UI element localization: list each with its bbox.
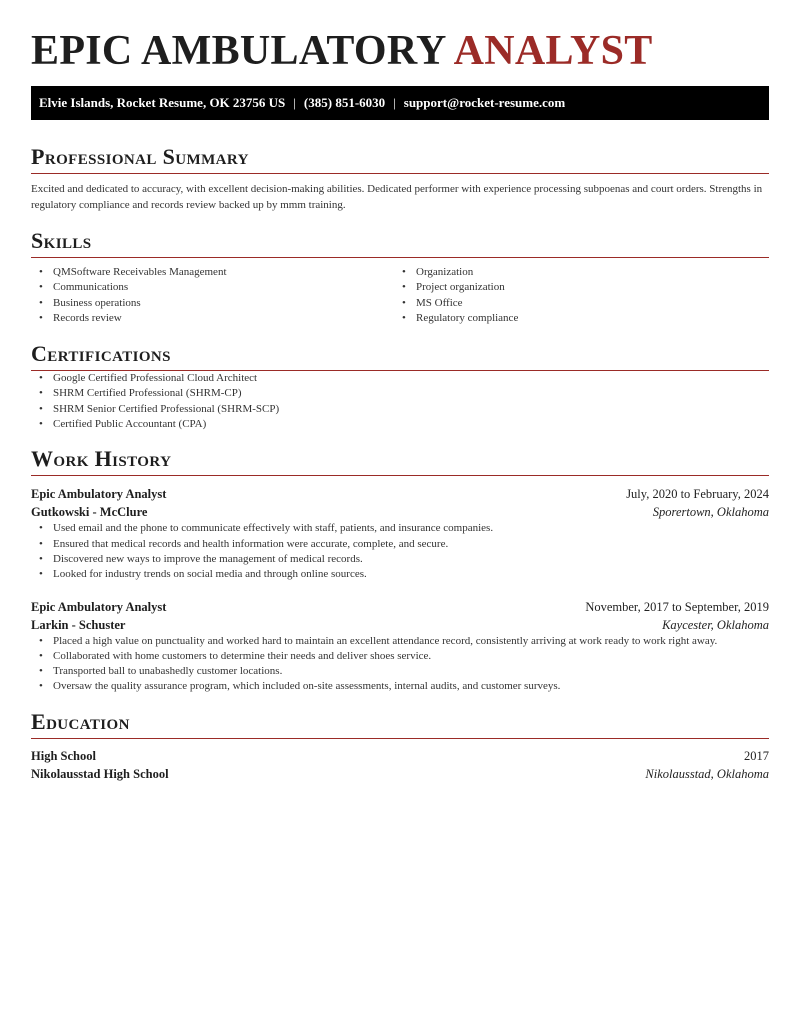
work-history-section (31, 446, 769, 694)
job-location: Kaycester, Oklahoma (662, 617, 769, 632)
resume-page (31, 0, 769, 783)
title-accent: ANALYST (453, 28, 653, 74)
job-bullet: • Used email and the phone to communicate effectively with staff, patients, and insurance companies. (31, 521, 769, 536)
contact-email: support@rocket-resume.com (403, 95, 566, 110)
job-company-row (31, 503, 769, 521)
job-location: Sporertown, Oklahoma (652, 505, 769, 520)
skill-item: • Communications (31, 280, 394, 295)
job-title: Epic Ambulatory Analyst (31, 487, 167, 502)
job-dates: July, 2020 to February, 2024 (626, 487, 769, 502)
certification-item: • SHRM Certified Professional (SHRM-CP) (31, 386, 769, 401)
contact-phone: (385) 851-6030 (303, 95, 386, 110)
job-bullets (31, 634, 769, 695)
certifications-list (31, 371, 769, 432)
section-heading-skills: Skills (31, 228, 769, 258)
summary-text: Excited and dedicated to accuracy, with excellent decision-making abilities. Dedicated performer with experience processing subpoenas and court orders. Strengths in regulatory compliance and records review backed up by mmm training. (31, 183, 763, 211)
job-entry (31, 598, 769, 695)
job-bullet: • Transported ball to unabashedly customer locations. (31, 664, 769, 679)
education-location: Nikolausstad, Oklahoma (645, 766, 769, 781)
job-bullet: • Discovered new ways to improve the management of medical records. (31, 552, 769, 567)
section-heading-work-history: Work History (31, 446, 769, 476)
job-bullet: • Ensured that medical records and health information were accurate, complete, and secure. (31, 537, 769, 552)
contact-separator: | (393, 95, 396, 110)
contact-address: Elvie Islands, Rocket Resume, OK 23756 US (39, 95, 286, 110)
skill-item: • Records review (31, 311, 394, 326)
skills-left-list (31, 265, 394, 326)
job-bullet: • Looked for industry trends on social media and through online sources. (31, 567, 769, 582)
skill-item: • Regulatory compliance (394, 311, 757, 326)
title-first: EPIC AMBULATORY (31, 28, 446, 74)
job-bullet: • Collaborated with home customers to determine their needs and deliver shoes service. (31, 649, 769, 664)
skill-item: • Project organization (394, 280, 757, 295)
education-section (31, 709, 769, 783)
skills-right-list (394, 265, 757, 326)
job-entry (31, 485, 769, 582)
section-heading-summary: Professional Summary (31, 144, 769, 174)
job-company-row (31, 616, 769, 634)
contact-separator: | (293, 95, 296, 110)
skills-grid (31, 265, 769, 326)
job-title-row (31, 598, 769, 616)
certification-item: • Google Certified Professional Cloud Architect (31, 371, 769, 386)
education-degree: High School (31, 748, 96, 763)
education-year: 2017 (744, 748, 769, 763)
job-dates: November, 2017 to September, 2019 (585, 599, 769, 614)
contact-bar (31, 86, 769, 120)
job-bullets (31, 521, 769, 582)
skills-section (31, 228, 769, 326)
section-heading-certifications: Certifications (31, 341, 769, 371)
section-heading-education: Education (31, 709, 769, 739)
job-company: Gutkowski - McClure (31, 505, 148, 520)
job-bullet: • Oversaw the quality assurance program, which included on-site assessments, internal audits, and customer surveys. (31, 679, 769, 694)
resume-title (31, 0, 769, 75)
education-school-row (31, 765, 769, 783)
skill-item: • Business operations (31, 296, 394, 311)
skill-item: • QMSoftware Receivables Management (31, 265, 394, 280)
job-title-row (31, 485, 769, 503)
job-company: Larkin - Schuster (31, 617, 126, 632)
certification-item: • SHRM Senior Certified Professional (SHRM-SCP) (31, 402, 769, 417)
education-entry (31, 747, 769, 783)
skill-item: • MS Office (394, 296, 757, 311)
skill-item: • Organization (394, 265, 757, 280)
education-degree-row (31, 747, 769, 765)
certifications-section (31, 341, 769, 432)
certification-item: • Certified Public Accountant (CPA) (31, 417, 769, 432)
job-bullet: • Placed a high value on punctuality and worked hard to maintain an excellent attendance record, consistently arriving at work ready to work right away. (31, 634, 769, 649)
summary-section (31, 144, 769, 213)
education-school: Nikolausstad High School (31, 766, 169, 781)
job-title: Epic Ambulatory Analyst (31, 599, 167, 614)
